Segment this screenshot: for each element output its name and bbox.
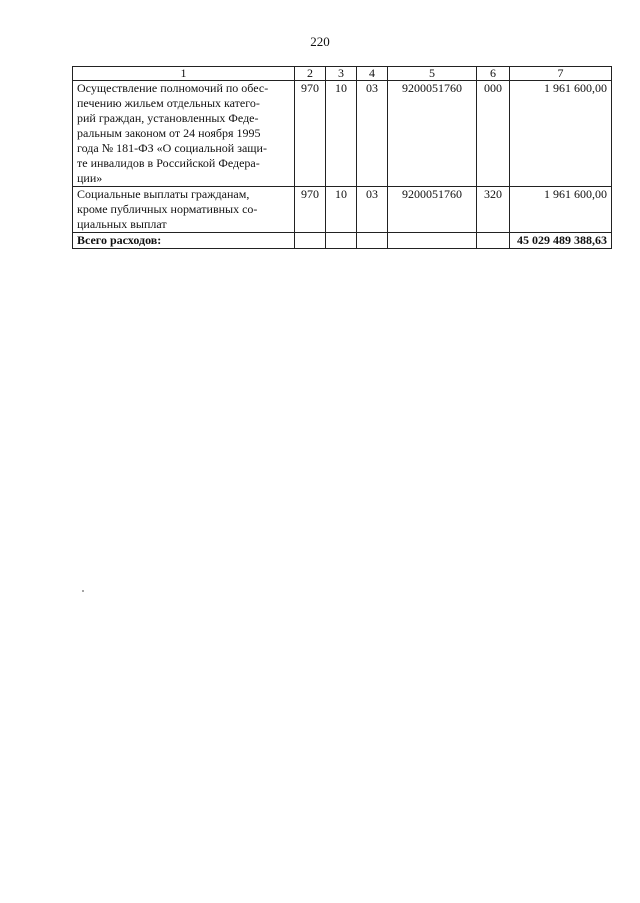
total-amount: 45 029 489 388,63	[510, 233, 612, 249]
row-name-cell	[73, 187, 295, 233]
row-target-code: 9200051760	[388, 81, 477, 187]
row-subsection: 03	[357, 81, 388, 187]
row-expense-type: 320	[477, 187, 510, 233]
total-empty-cell	[326, 233, 357, 249]
page-number: 220	[310, 34, 330, 49]
total-empty-cell	[477, 233, 510, 249]
row-section: 10	[326, 187, 357, 233]
table-body	[73, 81, 612, 249]
row-grbs: 970	[295, 187, 326, 233]
row-subsection: 03	[357, 187, 388, 233]
row-section: 10	[326, 81, 357, 187]
total-label: Всего расходов:	[73, 233, 295, 249]
row-amount: 1 961 600,00	[510, 81, 612, 187]
header-col-1: 1	[73, 67, 295, 81]
total-empty-cell	[295, 233, 326, 249]
total-empty-cell	[357, 233, 388, 249]
header-col-4: 4	[357, 67, 388, 81]
table-header	[73, 67, 612, 81]
header-col-2: 2	[295, 67, 326, 81]
header-col-6: 6	[477, 67, 510, 81]
table-row	[73, 187, 612, 233]
row-name: Социальные выплаты гражданам, кроме публичных нормативных со- циальных выплат	[77, 187, 258, 231]
total-row	[73, 233, 612, 249]
header-col-5: 5	[388, 67, 477, 81]
row-grbs: 970	[295, 81, 326, 187]
row-name: Осуществление полномочий по обес- печению жильем отдельных катего- рий граждан, установленных Феде- ральным законом от 24 ноября 1995 года № 181-ФЗ «О социальной защи- те инвалидов в Российской Федера- ции»	[77, 81, 269, 185]
total-empty-cell	[388, 233, 477, 249]
scan-speck	[82, 590, 84, 592]
header-row	[73, 67, 612, 81]
row-expense-type: 000	[477, 81, 510, 187]
header-col-7: 7	[510, 67, 612, 81]
budget-table	[72, 66, 612, 249]
table-row	[73, 81, 612, 187]
header-col-3: 3	[326, 67, 357, 81]
row-target-code: 9200051760	[388, 187, 477, 233]
row-amount: 1 961 600,00	[510, 187, 612, 233]
row-name-cell	[73, 81, 295, 187]
